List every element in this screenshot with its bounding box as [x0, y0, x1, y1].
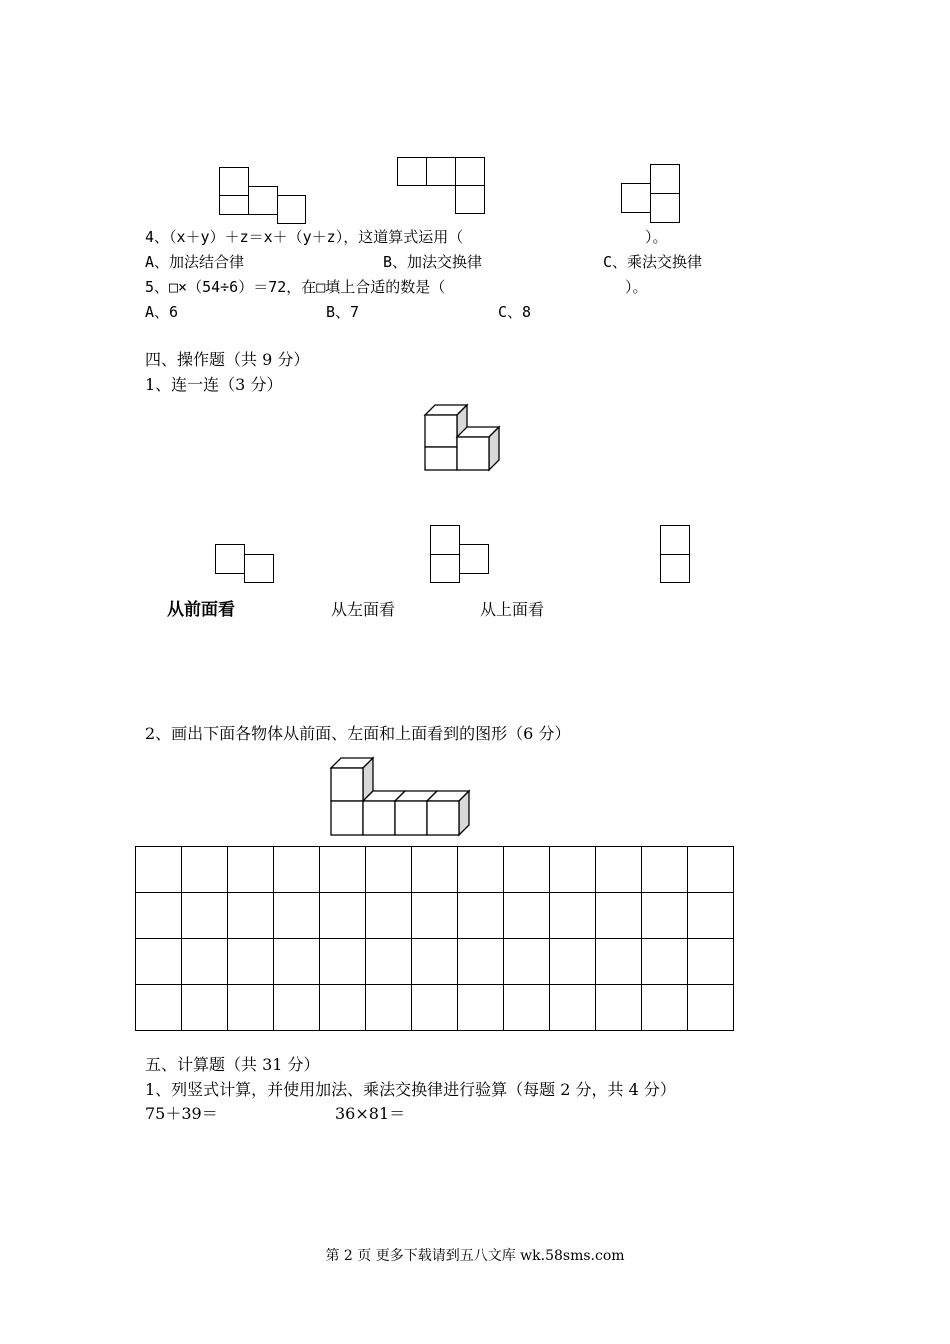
grid-cell[interactable] — [550, 985, 596, 1031]
grid-cell[interactable] — [642, 939, 688, 985]
cube-row-figure — [326, 755, 476, 840]
grid-cell[interactable] — [504, 847, 550, 893]
section-5-q1-title: 1、列竖式计算，并使用加法、乘法交换律进行验算（每题 2 分，共 4 分） — [145, 1080, 676, 1099]
calc-expr-2: 36×81＝ — [335, 1104, 406, 1123]
section-4-q1-title: 1、连一连（3 分） — [145, 375, 283, 394]
grid-cell[interactable] — [136, 985, 182, 1031]
grid-cell[interactable] — [366, 893, 412, 939]
grid-cell[interactable] — [274, 847, 320, 893]
label-front-view: 从前面看 — [167, 600, 235, 620]
grid-cell[interactable] — [458, 893, 504, 939]
grid-cell[interactable] — [320, 847, 366, 893]
grid-row — [136, 847, 734, 893]
grid-cell[interactable] — [182, 939, 228, 985]
grid-cell[interactable] — [366, 939, 412, 985]
q5-option-b: B、7 — [326, 303, 360, 321]
grid-cell[interactable] — [136, 893, 182, 939]
q4-option-a: A、加法结合律 — [145, 253, 245, 271]
grid-cell[interactable] — [182, 893, 228, 939]
q5-stem-end: ）。 — [625, 278, 648, 296]
grid-cell[interactable] — [642, 847, 688, 893]
grid-cell[interactable] — [136, 939, 182, 985]
grid-cell[interactable] — [412, 893, 458, 939]
grid-cell[interactable] — [596, 939, 642, 985]
grid-cell[interactable] — [688, 893, 734, 939]
grid-row — [136, 939, 734, 985]
grid-cell[interactable] — [366, 985, 412, 1031]
cube-stack-figure — [420, 400, 510, 480]
q5-stem: 5、□×（54÷6）＝72，在□填上合适的数是（ — [145, 278, 446, 296]
grid-cell[interactable] — [412, 847, 458, 893]
section-5-title: 五、计算题（共 31 分） — [145, 1055, 320, 1074]
q5-option-c: C、8 — [498, 303, 532, 321]
grid-cell[interactable] — [182, 847, 228, 893]
grid-cell[interactable] — [458, 847, 504, 893]
grid-row — [136, 893, 734, 939]
grid-cell[interactable] — [688, 985, 734, 1031]
grid-cell[interactable] — [550, 939, 596, 985]
q4-option-b: B、加法交换律 — [383, 253, 483, 271]
grid-cell[interactable] — [228, 939, 274, 985]
grid-cell[interactable] — [228, 985, 274, 1031]
grid-cell[interactable] — [228, 847, 274, 893]
grid-cell[interactable] — [688, 939, 734, 985]
grid-cell[interactable] — [274, 893, 320, 939]
label-top-view: 从上面看 — [480, 600, 545, 619]
grid-cell[interactable] — [596, 847, 642, 893]
q4-stem-end: ）。 — [645, 228, 668, 246]
grid-cell[interactable] — [412, 939, 458, 985]
grid-cell[interactable] — [642, 985, 688, 1031]
grid-cell[interactable] — [320, 893, 366, 939]
section-4-q2-title: 2、画出下面各物体从前面、左面和上面看到的图形（6 分） — [145, 724, 571, 743]
grid-cell[interactable] — [320, 939, 366, 985]
grid-cell[interactable] — [366, 847, 412, 893]
grid-cell[interactable] — [458, 985, 504, 1031]
grid-cell[interactable] — [596, 985, 642, 1031]
section-4-title: 四、操作题（共 9 分） — [145, 350, 310, 369]
q4-stem: 4、（x＋y）＋z＝x＋（y＋z），这道算式运用（ — [145, 228, 464, 246]
grid-cell[interactable] — [228, 893, 274, 939]
grid-row — [136, 985, 734, 1031]
grid-cell[interactable] — [596, 893, 642, 939]
grid-cell[interactable] — [412, 985, 458, 1031]
grid-cell[interactable] — [458, 939, 504, 985]
grid-cell[interactable] — [274, 939, 320, 985]
grid-cell[interactable] — [274, 985, 320, 1031]
grid-cell[interactable] — [320, 985, 366, 1031]
grid-cell[interactable] — [504, 985, 550, 1031]
grid-cell[interactable] — [550, 847, 596, 893]
drawing-grid[interactable] — [135, 846, 734, 1031]
calc-expr-1: 75＋39＝ — [145, 1104, 218, 1123]
grid-cell[interactable] — [136, 847, 182, 893]
label-left-view: 从左面看 — [331, 600, 396, 619]
page-footer: 第 2 页 更多下载请到五八文库 wk.58sms.com — [325, 1248, 625, 1264]
grid-cell[interactable] — [504, 939, 550, 985]
grid-cell[interactable] — [642, 893, 688, 939]
grid-cell[interactable] — [550, 893, 596, 939]
grid-cell[interactable] — [504, 893, 550, 939]
grid-cell[interactable] — [182, 985, 228, 1031]
q5-option-a: A、6 — [145, 303, 179, 321]
grid-cell[interactable] — [688, 847, 734, 893]
q4-option-c: C、乘法交换律 — [603, 253, 703, 271]
